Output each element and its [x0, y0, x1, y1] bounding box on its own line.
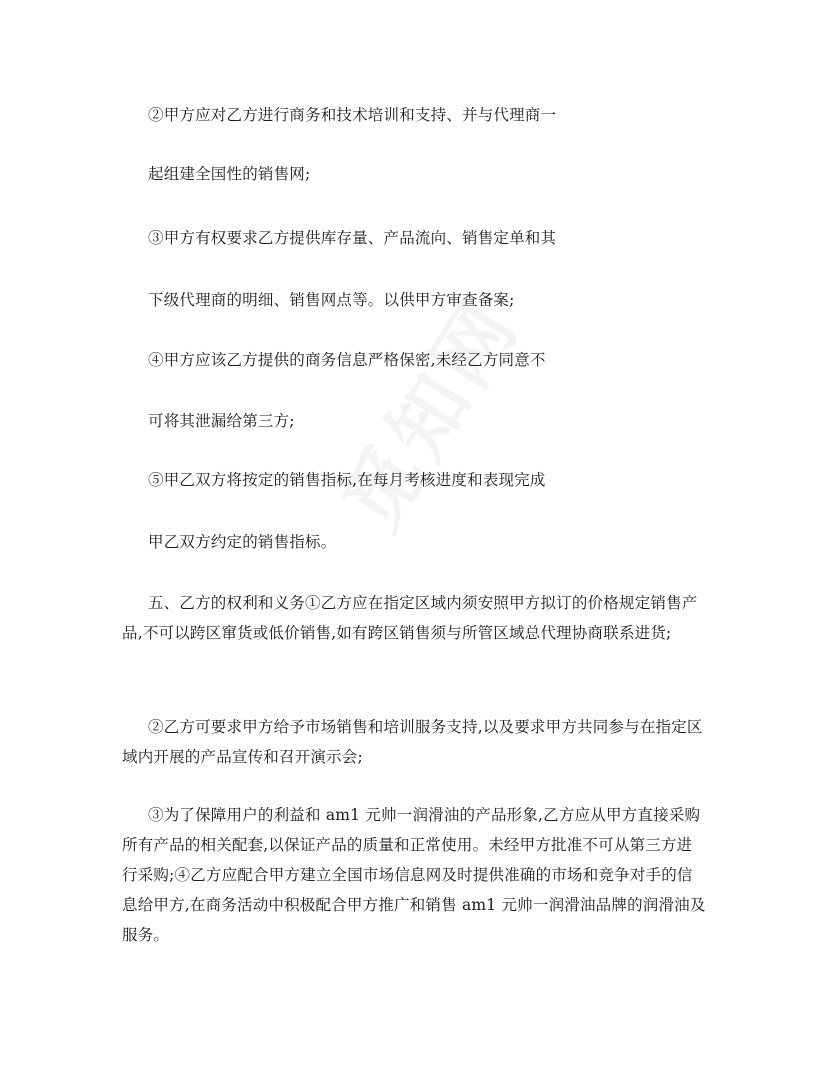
party-b-obligations-paragraph: ③为了保障用户的利益和 am1 元帅一润滑油的产品形象,乙方应从甲方直接采购所有产品的相关配套,以保证产品的质量和正常使用。未经甲方批准不可从第三方进行采购;④乙方应配合甲方建立全国市场信息网及时提供准确的市场和竞争对手的信息给甲方,在商务活动中积极配合甲方推广和销售 am1 元帅一润滑油品牌的润滑油及服务。	[122, 806, 706, 944]
clause-4-line-1: ④甲方应该乙方提供的商务信息严格保密,未经乙方同意不	[148, 351, 546, 369]
clause-5-line-1: ⑤甲乙双方将按定的销售指标,在每月考核进度和表现完成	[148, 471, 546, 489]
clause-3-line-2: 下级代理商的明细、销售网点等。以供甲方审查备案;	[148, 291, 515, 309]
party-b-rights-paragraph: ②乙方可要求甲方给予市场销售和培训服务支持,以及要求甲方共同参与在指定区域内开展的产品宣传和召开演示会;	[122, 718, 703, 766]
section-5-paragraph: 五、乙方的权利和义务①乙方应在指定区域内须安照甲方拟订的价格规定销售产品,不可以跨区窜货或低价销售,如有跨区销售须与所管区域总代理协商联系进货;	[122, 594, 698, 642]
clause-4-line-2: 可将其泄漏给第三方;	[148, 412, 295, 430]
clause-2-line-2: 起组建全国性的销售网;	[148, 165, 311, 183]
clause-5-line-2: 甲乙双方约定的销售指标。	[148, 533, 337, 551]
clause-2-line-1: ②甲方应对乙方进行商务和技术培训和支持、并与代理商一	[148, 106, 557, 124]
watermark	[312, 274, 541, 547]
clause-3-line-1: ③甲方有权要求乙方提供库存量、产品流向、销售定单和其	[148, 229, 557, 247]
